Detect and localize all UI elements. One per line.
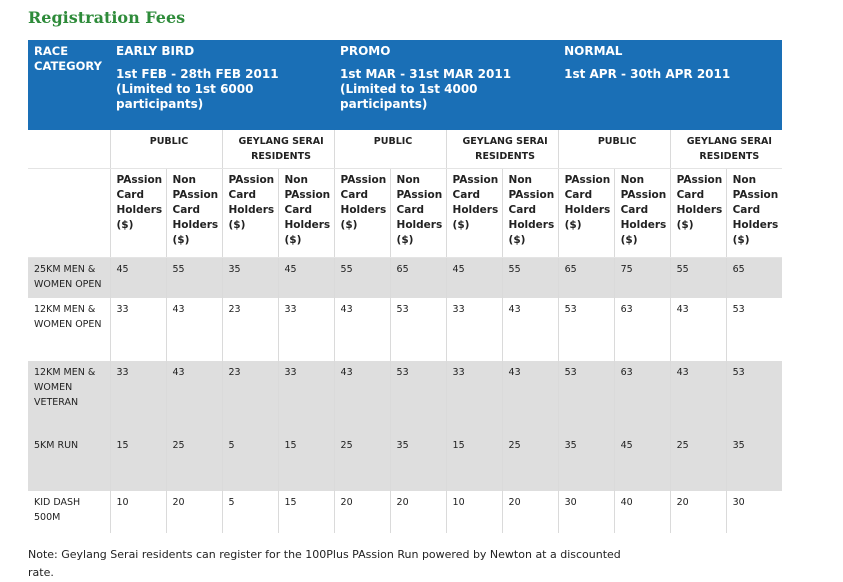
fee-cell: 75: [614, 258, 670, 298]
fee-cell: 53: [390, 361, 446, 434]
period-header-row: [28, 40, 782, 130]
group-public: PUBLIC: [334, 130, 446, 169]
fee-cell: 15: [278, 491, 334, 533]
period-header-normal: [558, 40, 782, 130]
col-non-passion-holders: Non PAssion Card Holders ($): [614, 169, 670, 258]
col-non-passion-holders: Non PAssion Card Holders ($): [502, 169, 558, 258]
fee-cell: 20: [334, 491, 390, 533]
table-row: [28, 491, 782, 533]
page-title: Registration Fees: [28, 8, 186, 27]
fee-cell: 35: [222, 258, 278, 298]
period-header-promo: [334, 40, 558, 130]
fee-cell: 25: [334, 434, 390, 491]
fee-cell: 65: [390, 258, 446, 298]
fee-cell: 45: [614, 434, 670, 491]
table-row: [28, 361, 782, 434]
period-dates: 1st MAR - 31st MAR 2011: [340, 67, 512, 81]
table-row: [28, 258, 782, 298]
group-header-row: [28, 130, 782, 169]
fee-cell: 33: [110, 361, 166, 434]
fee-cell: 25: [670, 434, 726, 491]
fee-cell: 20: [502, 491, 558, 533]
registration-fees-table: [28, 40, 782, 533]
row-category: 5KM RUN: [28, 434, 110, 491]
fee-cell: 45: [446, 258, 502, 298]
fee-cell: 63: [614, 298, 670, 361]
period-name: PROMO: [340, 44, 391, 58]
period-name: EARLY BIRD: [116, 44, 195, 58]
fee-cell: 43: [166, 298, 222, 361]
fee-cell: 43: [166, 361, 222, 434]
fee-cell: 35: [390, 434, 446, 491]
col-passion-holders: PAssion Card Holders ($): [222, 169, 278, 258]
fee-cell: 55: [334, 258, 390, 298]
fee-cell: 23: [222, 298, 278, 361]
row-category: 12KM MEN & WOMEN OPEN: [28, 298, 110, 361]
fee-cell: 43: [334, 298, 390, 361]
fee-cell: 53: [558, 298, 614, 361]
period-dates: 1st APR - 30th APR 2011: [564, 67, 731, 81]
fee-cell: 53: [390, 298, 446, 361]
fee-cell: 55: [670, 258, 726, 298]
fee-cell: 10: [446, 491, 502, 533]
period-name: NORMAL: [564, 44, 623, 58]
fee-cell: 20: [390, 491, 446, 533]
fee-cell: 35: [558, 434, 614, 491]
row-category: 25KM MEN & WOMEN OPEN: [28, 258, 110, 298]
group-geylang-serai: GEYLANG SERAI RESIDENTS: [222, 130, 334, 169]
col-passion-holders: PAssion Card Holders ($): [446, 169, 502, 258]
fee-cell: 33: [446, 298, 502, 361]
period-header-early-bird: [110, 40, 334, 130]
fee-cell: 33: [110, 298, 166, 361]
fee-cell: 43: [670, 361, 726, 434]
fee-cell: 5: [222, 491, 278, 533]
fee-cell: 43: [334, 361, 390, 434]
card-header-row: [28, 169, 782, 258]
row-category: KID DASH 500M: [28, 491, 110, 533]
fee-cell: 65: [558, 258, 614, 298]
fee-cell: 30: [558, 491, 614, 533]
fee-cell: 43: [502, 298, 558, 361]
fee-cell: 5: [222, 434, 278, 491]
period-dates: 1st FEB - 28th FEB 2011: [116, 67, 279, 81]
row-category: 12KM MEN & WOMEN VETERAN: [28, 361, 110, 434]
fee-cell: 53: [558, 361, 614, 434]
fee-cell: 43: [502, 361, 558, 434]
fee-cell: 10: [110, 491, 166, 533]
fee-cell: 53: [732, 303, 745, 315]
fee-cell: 33: [446, 361, 502, 434]
table-row: [28, 298, 782, 361]
fee-cell: 63: [614, 361, 670, 434]
fee-cell: 55: [502, 258, 558, 298]
period-limit: (Limited to 1st 6000 participants): [116, 82, 254, 111]
fee-cell: 15: [278, 434, 334, 491]
table-row: [28, 434, 782, 491]
footnote: Note: Geylang Serai residents can register for the 100Plus PAssion Run powered by Newton at a discounted rate.: [28, 548, 621, 579]
fee-cell: 45: [278, 258, 334, 298]
period-limit: (Limited to 1st 4000 participants): [340, 82, 478, 111]
col-passion-holders: PAssion Card Holders ($): [558, 169, 614, 258]
fee-cell: 20: [166, 491, 222, 533]
group-public: PUBLIC: [558, 130, 670, 169]
fee-cell: 53: [726, 361, 782, 434]
col-non-passion-holders: Non PAssion Card Holders ($): [166, 169, 222, 258]
fee-cell: 33: [278, 298, 334, 361]
race-category-header: RACE CATEGORY: [28, 40, 110, 130]
fee-cell: 15: [110, 434, 166, 491]
fee-cell: 33: [278, 361, 334, 434]
col-non-passion-holders: Non PAssion Card Holders ($): [726, 169, 782, 258]
fee-cell: 30: [732, 496, 745, 508]
fee-cell: 45: [110, 258, 166, 298]
fee-cell: 65: [726, 258, 782, 298]
fee-cell: 23: [222, 361, 278, 434]
empty-cell: [28, 130, 110, 169]
col-non-passion-holders: Non PAssion Card Holders ($): [390, 169, 446, 258]
fee-cell: 40: [614, 491, 670, 533]
fee-cell: 35: [726, 434, 782, 491]
col-passion-holders: PAssion Card Holders ($): [110, 169, 166, 258]
empty-cell: [28, 169, 110, 258]
fee-cell: 20: [670, 491, 726, 533]
group-public: PUBLIC: [110, 130, 222, 169]
group-geylang-serai: GEYLANG SERAI RESIDENTS: [670, 130, 782, 169]
group-geylang-serai: GEYLANG SERAI RESIDENTS: [446, 130, 558, 169]
col-passion-holders: PAssion Card Holders ($): [670, 169, 726, 258]
col-non-passion-holders: Non PAssion Card Holders ($): [278, 169, 334, 258]
fee-cell: 25: [502, 434, 558, 491]
fee-cell: 55: [166, 258, 222, 298]
fee-cell: 43: [670, 298, 726, 361]
fee-cell: 15: [446, 434, 502, 491]
fee-cell: 25: [166, 434, 222, 491]
col-passion-holders: PAssion Card Holders ($): [334, 169, 390, 258]
